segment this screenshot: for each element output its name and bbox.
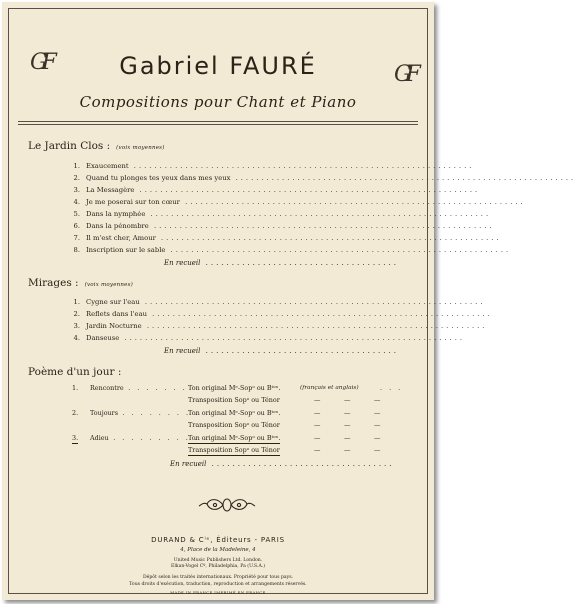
dash: —	[344, 409, 351, 417]
item-number: 5.	[73, 210, 80, 218]
agent-philadelphia: Elkan-Vogel Cº, Philadelphia, Pa (U.S.A.)	[170, 564, 266, 569]
copyright-line: Dépôt selon les traités internationaux. Propriété pour tous pays.	[142, 575, 294, 580]
list-item: 1. Cygne sur l'eau ..................................................................	[70, 297, 404, 307]
composer-title: Gabriel FAURÉ	[119, 52, 317, 80]
recueil-line: En recueil ...................................	[170, 460, 395, 468]
header-rule	[18, 121, 418, 122]
item-number: 4.	[73, 334, 80, 342]
agent-london: United Music Publishers Ltd. London.	[173, 558, 263, 563]
section-title: Le Jardin Clos :	[28, 140, 111, 152]
item-title: Cygne sur l'eau	[86, 298, 140, 306]
item-number: 2.	[73, 174, 80, 182]
language-note: (français et anglais)	[300, 385, 359, 391]
song-row-transposition	[2, 395, 434, 405]
song-row-transposition	[2, 420, 434, 430]
recueil-label: En recueil	[164, 347, 201, 355]
dash: —	[344, 446, 351, 454]
song-number: 1.	[72, 384, 79, 392]
item-number: 4.	[73, 198, 80, 206]
dot-leader: . . .	[380, 384, 403, 392]
list-item: 7. Il m'est cher, Amour ..................................................................	[70, 233, 404, 243]
version-original: Ton original Mᵉ-Sopᵒ ou Bᵗᵒⁿ.	[188, 434, 281, 442]
recueil-line: En recueil .....................................	[164, 347, 399, 355]
song-row-transposition	[2, 445, 434, 455]
list-item: 2. Quand tu plonges tes yeux dans mes yeux ..................................................................	[70, 173, 404, 183]
dash: —	[314, 434, 321, 442]
dash: —	[374, 396, 381, 404]
song-number: 3.	[72, 434, 79, 442]
list-item: 4. Je me poserai sur ton cœur ..................................................................	[70, 197, 404, 207]
page-subtitle: Compositions pour Chant et Piano	[79, 93, 357, 111]
recueil-line: En recueil .....................................	[164, 259, 399, 267]
list-item: 3. Jardin Nocturne ..................................................................	[70, 321, 404, 331]
dash: —	[374, 421, 381, 429]
dash: —	[344, 396, 351, 404]
item-number: 8.	[73, 246, 80, 254]
rights-line: Tous droits d'exécution, traduction, reproduction et arrangements réservés.	[129, 582, 307, 587]
item-title: Dans la nymphée	[86, 210, 146, 218]
section-mirages	[28, 277, 133, 289]
item-title: Quand tu plonges tes yeux dans mes yeux	[86, 174, 231, 182]
recueil-label: En recueil	[170, 460, 207, 468]
item-title: Il m'est cher, Amour	[86, 234, 156, 242]
item-title: Exaucement	[86, 162, 129, 170]
item-number: 3.	[73, 186, 80, 194]
dash: —	[314, 396, 321, 404]
list-item: 8. Inscription sur le sable ..................................................................	[70, 245, 404, 255]
dash: —	[374, 446, 381, 454]
list-item: 4. Danseuse ..................................................................	[70, 333, 404, 343]
print-origin: MADE IN FRANCE IMPRIMÉ EN FRANCE	[170, 590, 266, 595]
dash: —	[374, 409, 381, 417]
item-title: Jardin Nocturne	[86, 322, 142, 330]
publisher-address: 4, Place de la Madeleine, 4	[180, 547, 256, 553]
song-title: Adieu . . . . . . . . . . .	[90, 434, 209, 442]
item-title: La Messagère	[86, 186, 135, 194]
floral-ornament-icon	[198, 496, 256, 514]
song-title: Toujours . . . . . . . . .	[90, 409, 200, 417]
version-original: Ton original Mᵉ-Sopᵒ ou Bᵗᵒⁿ.	[188, 409, 281, 417]
section-jardin-clos	[28, 140, 165, 152]
version-transposition: Transposition Sopᵒ ou Ténor	[188, 446, 280, 454]
section-title: Mirages :	[28, 277, 79, 289]
monogram-right: GF	[394, 62, 415, 87]
item-title: Dans la pénombre	[86, 222, 149, 230]
sheet-music-catalog-page	[2, 2, 576, 600]
version-transposition: Transposition Sopᵒ ou Ténor	[188, 396, 280, 404]
publisher-name: DURAND & Cⁱᵉ, Éditeurs - PARIS	[151, 536, 285, 544]
song-number: 2.	[72, 409, 79, 417]
list-item: 6. Dans la pénombre ..................................................................	[70, 221, 404, 231]
voice-note: (voix moyennes)	[116, 145, 165, 151]
dash: —	[344, 434, 351, 442]
item-title: Je me poserai sur ton cœur	[86, 198, 180, 206]
item-title: Danseuse	[86, 334, 120, 342]
section-title: Poème d'un jour :	[28, 366, 122, 378]
list-item: 3. La Messagère ..................................................................	[70, 185, 404, 195]
dash: —	[314, 421, 321, 429]
list-item: 2. Reflets dans l'eau ..................................................................	[70, 309, 404, 319]
dash: —	[314, 409, 321, 417]
item-number: 1.	[73, 298, 80, 306]
voice-note: (voix moyennes)	[84, 282, 133, 288]
section-poeme-dun-jour	[28, 366, 121, 378]
recueil-label: En recueil	[164, 259, 201, 267]
item-number: 2.	[73, 310, 80, 318]
item-number: 1.	[73, 162, 80, 170]
header-rule-double	[18, 124, 418, 125]
dash: —	[314, 446, 321, 454]
item-number: 3.	[73, 322, 80, 330]
dash: —	[344, 421, 351, 429]
dash: —	[374, 434, 381, 442]
item-number: 7.	[73, 234, 80, 242]
version-transposition: Transposition Sopᵒ ou Ténor	[188, 421, 280, 429]
song-row	[2, 408, 434, 418]
song-row	[2, 383, 434, 393]
version-original: Ton original Mᵉ-Sopᵒ ou Bᵗᵒⁿ.	[188, 384, 281, 392]
item-number: 6.	[73, 222, 80, 230]
list-item: 1. Exaucement ..................................................................	[70, 161, 404, 171]
item-title: Reflets dans l'eau	[86, 310, 147, 318]
song-row	[2, 433, 434, 443]
list-item: 5. Dans la nymphée ..................................................................	[70, 209, 404, 219]
item-title: Inscription sur le sable	[86, 246, 166, 254]
monogram-left: GF	[30, 50, 51, 75]
song-title: Rencontre . . . . . . .	[90, 384, 188, 392]
